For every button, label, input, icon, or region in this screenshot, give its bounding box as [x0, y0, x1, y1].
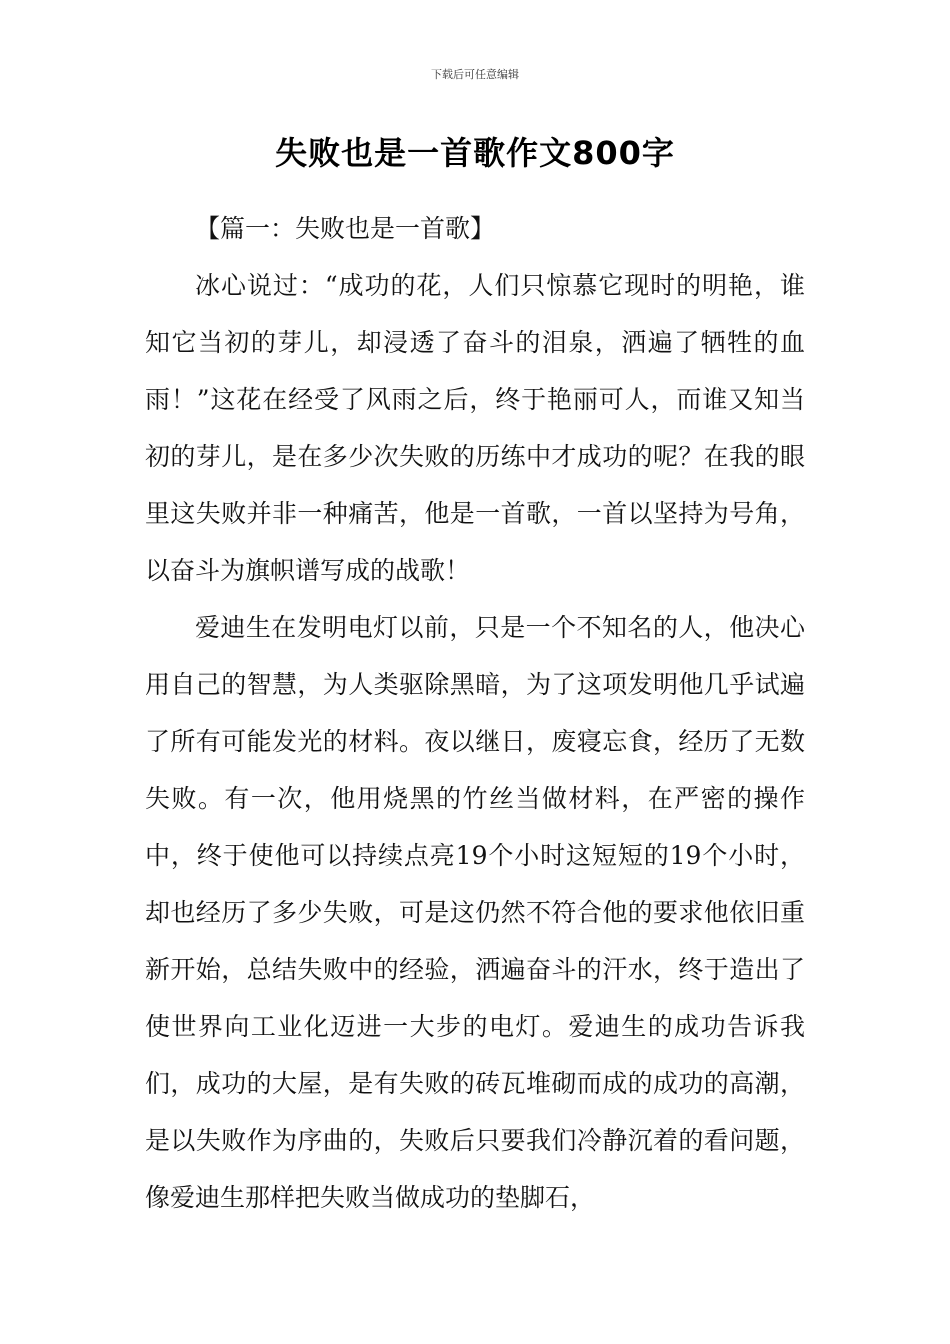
- header-note: 下载后可任意编辑: [431, 68, 519, 81]
- document-body: [145, 200, 805, 1226]
- section-heading: 【篇一：失败也是一首歌】: [195, 214, 496, 243]
- paragraph-1: 冰心说过：“成功的花，人们只惊慕它现时的明艳，谁知它当初的芽儿，却浸透了奋斗的泪泉，洒遍了牺牲的血雨！”这花在经受了风雨之后，终于艳丽可人，而谁又知当初的芽儿，是在多少次失败的历练中才成功的呢？在我的眼里这失败并非一种痛苦，他是一首歌，一首以坚持为号角，以奋斗为旗帜谱写成的战歌！: [145, 271, 805, 585]
- document-title: 失败也是一首歌作文800字: [275, 134, 675, 172]
- paragraph-2: 爱迪生在发明电灯以前，只是一个不知名的人，他决心用自己的智慧，为人类驱除黑暗，为了这项发明他几乎试遍了所有可能发光的材料。夜以继日，废寝忘食，经历了无数失败。有一次，他用烧黑的竹丝当做材料，在严密的操作中，终于使他可以持续点亮19个小时这短短的19个小时，却也经历了多少失败，可是这仍然不符合他的要求他依旧重新开始，总结失败中的经验，洒遍奋斗的汗水，终于造出了使世界向工业化迈进一大步的电灯。爱迪生的成功告诉我们，成功的大屋，是有失败的砖瓦堆砌而成的成功的高潮，是以失败作为序曲的，失败后只要我们冷静沉着的看问题，像爱迪生那样把失败当做成功的垫脚石，: [145, 613, 805, 1212]
